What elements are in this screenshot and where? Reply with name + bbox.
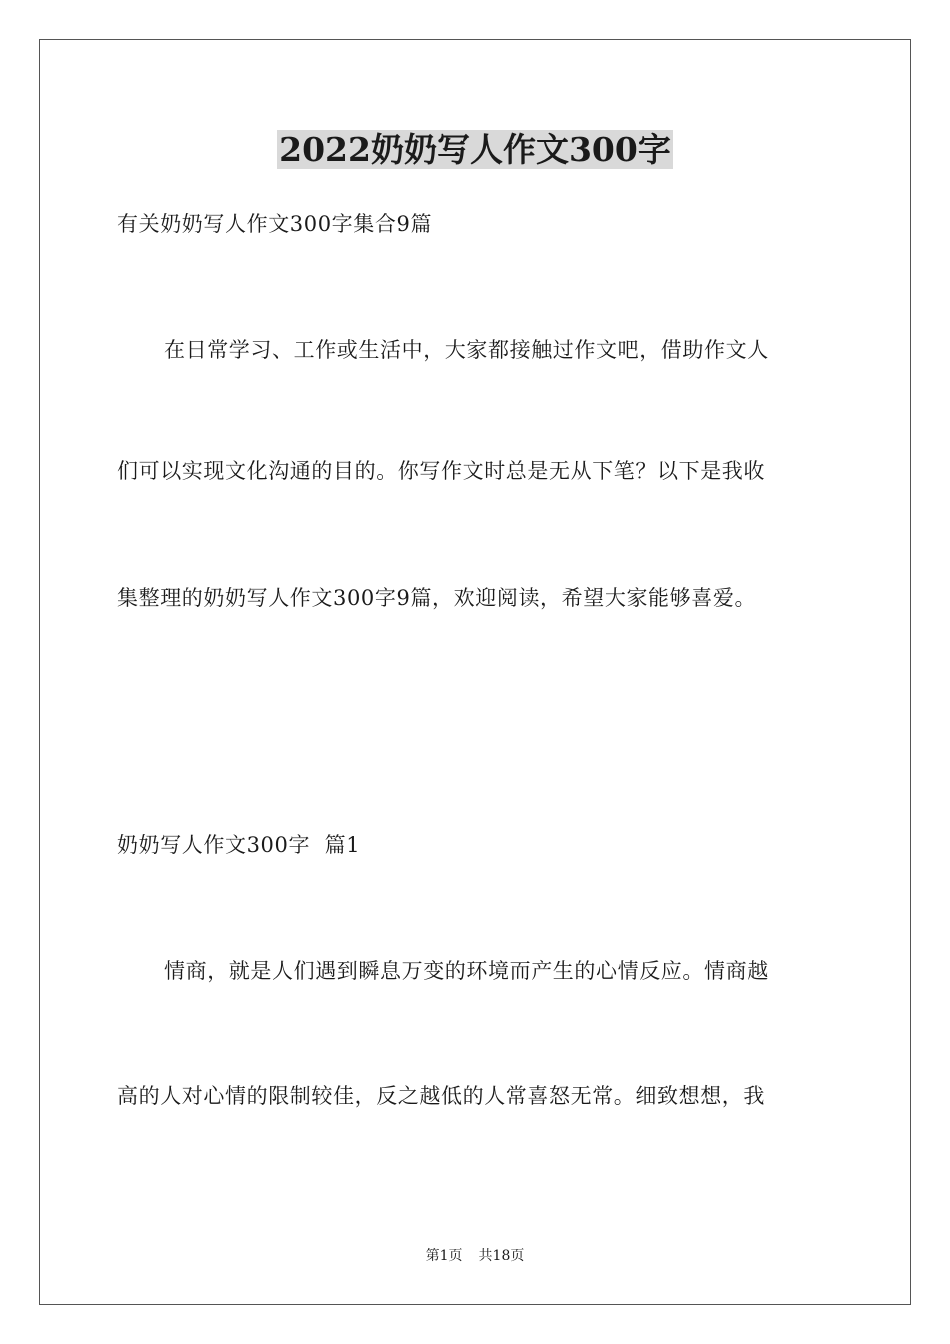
paragraph-line: 在日常学习、工作或生活中，大家都接触过作文吧，借助作文人 [164,338,769,362]
paragraph-line: 高的人对心情的限制较佳，反之越低的人常喜怒无常。细致想想，我 [117,1084,765,1108]
document-title [0,124,950,176]
page-total: 共18页 [478,1248,525,1264]
paragraph-line: 情商，就是人们遇到瞬息万变的环境而产生的心情反应。情商越 [164,959,769,983]
document-subtitle: 有关奶奶写人作文300字集合9篇 [117,212,433,236]
page-footer [0,1246,950,1266]
paragraph-line: 集整理的奶奶写人作文300字9篇，欢迎阅读，希望大家能够喜爱。 [117,586,757,610]
document-title-text: 2022奶奶写人作文300字 [279,130,671,169]
paragraph-line: 们可以实现文化沟通的目的。你写作文时总是无从下笔？以下是我收 [117,459,765,483]
section-heading: 奶奶写人作文300字 篇1 [117,833,361,857]
page-number: 第1页 [425,1248,463,1264]
